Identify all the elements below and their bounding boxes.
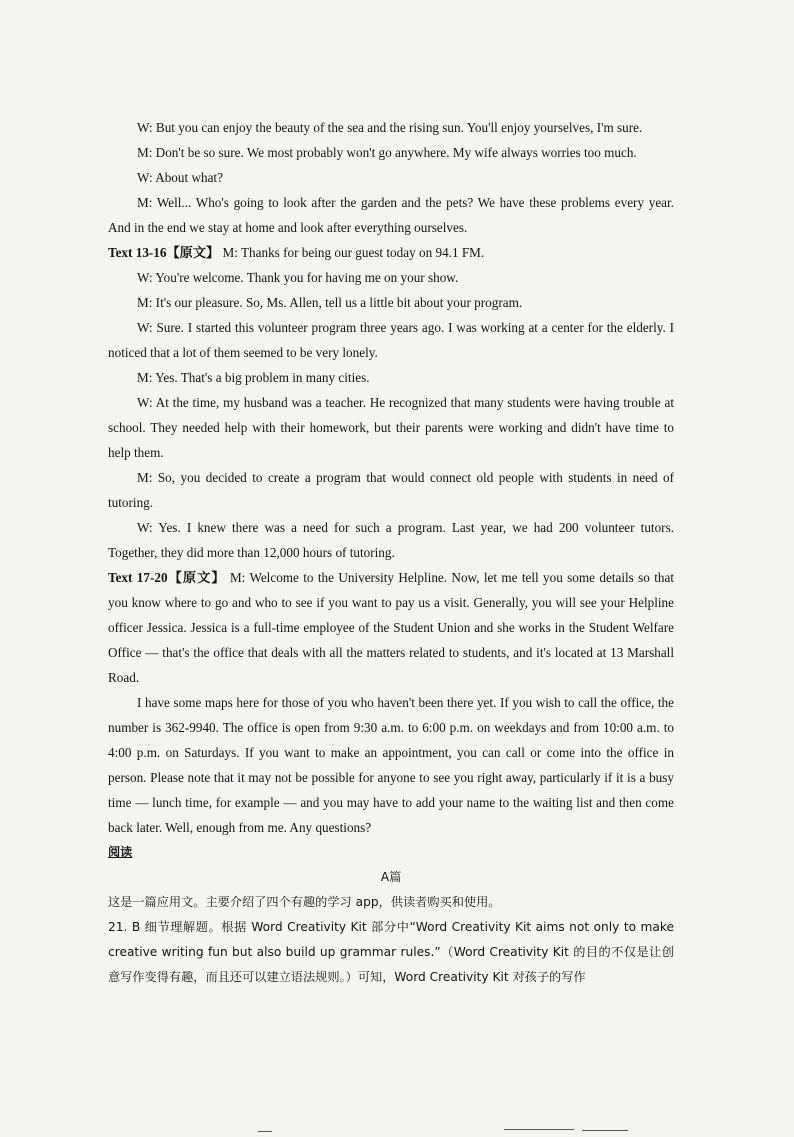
conv-line: M: It's our pleasure. So, Ms. Allen, tell us a little bit about your program.	[137, 295, 523, 310]
text-17-20-first-para: M: Welcome to the University Helpline. Now, let me tell you some details so that you know where to go and who to see if you want to pay us a visit. Generally, you will see your Helpline officer Jessica. Jessica is a full-time employee of the Student Union and she works in the Student Welfare Office — that's the office that deals with all the matters related to students, and it's located at 13 Marshall Road.	[108, 570, 674, 685]
reading-heading: 阅读	[108, 845, 133, 859]
conv-line: W: But you can enjoy the beauty of the sea and the rising sun. You'll enjoy yourselves, I'm sure.	[137, 120, 643, 135]
scan-mark	[258, 1131, 272, 1132]
scan-mark	[504, 1129, 574, 1130]
conv-line: M: Yes. That's a big problem in many cities.	[137, 370, 370, 385]
answer-21: 21. B 细节理解题。根据 Word Creativity Kit 部分中“Word Creativity Kit aims not only to make creative writing fun but also build up grammar rules.”（Word Creativity Kit 的目的不仅是让创意写作变得有趣，而且还可以建立语法规则。）可知，Word Creativity Kit 对孩子的写作	[108, 920, 674, 984]
text-13-16-first-line: M: Thanks for being our guest today on 94.1 FM.	[222, 245, 485, 260]
text-17-20-second-para: I have some maps here for those of you who haven't been there yet. If you wish to call the office, the number is 362-9940. The office is open from 9:30 a.m. to 6:00 p.m. on weekdays and from 10:00 a.m. to 4:00 p.m. on Saturdays. If you want to make an appointment, you can call or come into the office in person. Please note that it may not be possible for anyone to see you right away, particularly if it is a busy time — lunch time, for example — and you may have to add your name to the waiting list and then come back later. Well, enough from me. Any questions?	[108, 695, 674, 835]
conv-line: M: Don't be so sure. We most probably won't go anywhere. My wife always worries too much.	[137, 145, 637, 160]
document-body	[108, 115, 674, 990]
scan-mark	[582, 1130, 628, 1131]
text-17-20-label: Text 17-20【原文】	[108, 570, 226, 585]
conv-line: M: So, you decided to create a program that would connect old people with students in need of tutoring.	[108, 470, 674, 510]
conv-line: W: Yes. I knew there was a need for such a program. Last year, we had 200 volunteer tutors. Together, they did more than 12,000 hours of tutoring.	[108, 520, 674, 560]
text-13-16-header	[108, 240, 674, 265]
conv-line: W: Sure. I started this volunteer program three years ago. I was working at a center for the elderly. I noticed that a lot of them seemed to be very lonely.	[108, 320, 674, 360]
conv-line: W: You're welcome. Thank you for having me on your show.	[137, 270, 459, 285]
conv-line: W: At the time, my husband was a teacher. He recognized that many students were having trouble at school. They needed help with their homework, but their parents were working and didn't have time to help them.	[108, 395, 674, 460]
part-a-heading: A篇	[380, 870, 402, 884]
text-13-16-label: Text 13-16【原文】	[108, 245, 220, 260]
reading-intro: 这是一篇应用文。主要介绍了四个有趣的学习 app，供读者购买和使用。	[108, 895, 501, 909]
text-17-20-header	[108, 565, 674, 690]
conv-line: M: Well... Who's going to look after the garden and the pets? We have these problems every year. And in the end we stay at home and look after everything ourselves.	[108, 195, 674, 235]
conv-line: W: About what?	[137, 170, 223, 185]
